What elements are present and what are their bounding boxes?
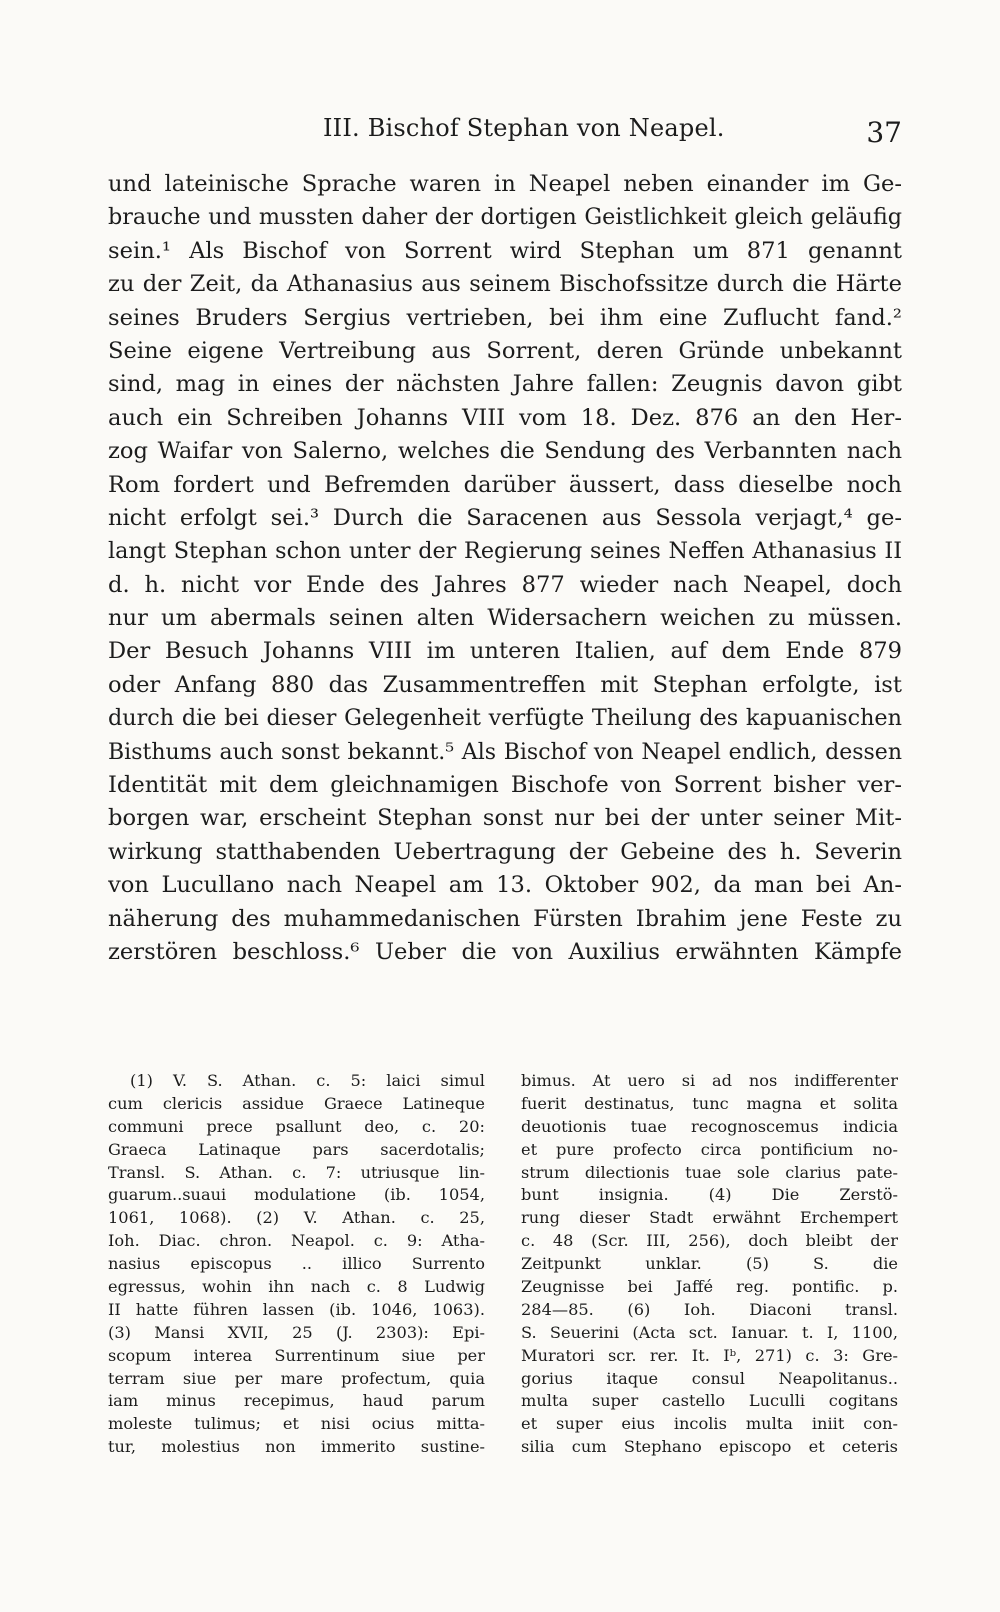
- body-line: zog Waifar von Salerno, welches die Sendung des Verbannten nach: [108, 438, 902, 465]
- footnote-line: deuotionis tuae recognoscemus indicia: [521, 1116, 898, 1136]
- body-line: näherung des muhammedanischen Fürsten Ibrahim jene Feste zu: [108, 905, 902, 932]
- footnote-line: gorius itaque consul Neapolitanus..: [521, 1368, 898, 1388]
- footnote-line: silia cum Stephano episcopo et ceteris: [521, 1437, 898, 1457]
- body-line: auch ein Schreiben Johanns VIII vom 18. Dez. 876 an den Her-: [108, 404, 902, 431]
- body-line: Der Besuch Johanns VIII im unteren Italien, auf dem Ende 879: [108, 638, 902, 665]
- footnote-line: 1061, 1068). (2) V. Athan. c. 25,: [108, 1208, 485, 1228]
- body-text: [108, 168, 902, 969]
- body-line: Identität mit dem gleichnamigen Bischofe von Sorrent bisher ver-: [108, 772, 902, 799]
- footnote-line: fuerit destinatus, tunc magna et solita: [521, 1093, 898, 1113]
- body-line: Rom fordert und Befremden darüber äussert, dass dieselbe noch: [108, 471, 902, 498]
- footnote-line: S. Seuerini (Acta sct. Ianuar. t. I, 1100,: [521, 1322, 898, 1342]
- footnote-line: guarum..suaui modulatione (ib. 1054,: [108, 1185, 485, 1205]
- body-line: nur um abermals seinen alten Widersachern weichen zu müssen.: [108, 605, 902, 632]
- footnotes-right-column: [521, 1070, 898, 1459]
- body-line: und lateinische Sprache waren in Neapel neben einander im Ge-: [108, 171, 902, 197]
- footnote-line: Zeugnisse bei Jaffé reg. pontific. p.: [521, 1277, 898, 1297]
- footnote-line: Zeitpunkt unklar. (5) S. die: [521, 1254, 898, 1274]
- footnote-line: rung dieser Stadt erwähnt Erchempert: [521, 1208, 898, 1228]
- body-line: sein.¹ Als Bischof von Sorrent wird Stephan um 871 genannt: [108, 237, 902, 264]
- body-line: Bisthums auch sonst bekannt.⁵ Als Bischof von Neapel endlich, dessen: [108, 739, 902, 765]
- footnote-line: egressus, wohin ihn nach c. 8 Ludwig: [108, 1277, 485, 1297]
- body-line: borgen war, erscheint Stephan sonst nur bei der unter seiner Mit-: [108, 805, 902, 832]
- footnote-line: communi prece psallunt deo, c. 20:: [108, 1116, 485, 1136]
- footnote-line: cum clericis assidue Graece Latineque: [108, 1093, 485, 1113]
- body-line: seines Bruders Sergius vertrieben, bei ihm eine Zuflucht fand.²: [108, 304, 902, 331]
- footnote-line: iam minus recepimus, haud parum: [108, 1391, 485, 1411]
- body-line: nicht erfolgt sei.³ Durch die Saracenen aus Sessola verjagt,⁴ ge-: [108, 504, 902, 531]
- body-line: zerstören beschloss.⁶ Ueber die von Auxilius erwähnten Kämpfe: [108, 938, 902, 965]
- body-line: langt Stephan schon unter der Regierung seines Neffen Athanasius II: [108, 538, 902, 565]
- footnote-line: et pure profecto circa pontificium no-: [521, 1139, 898, 1159]
- footnote-line: II hatte führen lassen (ib. 1046, 1063).: [108, 1299, 485, 1319]
- footnote-line: 284—85. (6) Ioh. Diaconi transl.: [521, 1299, 898, 1319]
- footnote-line: nasius episcopus .. illico Surrento: [108, 1254, 485, 1274]
- footnote-line: c. 48 (Scr. III, 256), doch bleibt der: [521, 1231, 898, 1251]
- footnote-line: moleste tulimus; et nisi ocius mitta-: [108, 1414, 485, 1434]
- body-line: brauche und mussten daher der dortigen Geistlichkeit gleich geläufig: [108, 204, 902, 231]
- footnote-line: Graeca Latinaque pars sacerdotalis;: [108, 1139, 485, 1159]
- body-line: sind, mag in eines der nächsten Jahre fallen: Zeugnis davon gibt: [108, 371, 902, 398]
- footnote-line: Muratori scr. rer. It. Iᵇ, 271) c. 3: Gre-: [521, 1345, 898, 1365]
- body-line: von Lucullano nach Neapel am 13. Oktober 902, da man bei An-: [108, 872, 902, 899]
- body-line: Seine eigene Vertreibung aus Sorrent, deren Gründe unbekannt: [108, 337, 902, 364]
- footnote-line: bunt insignia. (4) Die Zerstö-: [521, 1185, 898, 1205]
- footnotes-left-column: [108, 1070, 485, 1459]
- footnote-line: scopum interea Surrentinum siue per: [108, 1345, 485, 1365]
- footnote-line: bimus. At uero si ad nos indifferenter: [521, 1071, 898, 1090]
- running-head-title: III. Bischof Stephan von Neapel.: [323, 114, 725, 142]
- footnote-line: Transl. S. Athan. c. 7: utriusque lin-: [108, 1162, 485, 1182]
- footnote-line: multa super castello Luculli cogitans: [521, 1391, 898, 1411]
- footnote-line: (3) Mansi XVII, 25 (J. 2303): Epi-: [108, 1322, 485, 1342]
- running-head: [108, 114, 902, 154]
- footnote-line: strum dilectionis tuae sole clarius pate-: [521, 1162, 898, 1182]
- body-line: durch die bei dieser Gelegenheit verfügte Theilung des kapuanischen: [108, 705, 902, 732]
- body-line: oder Anfang 880 das Zusammentreffen mit Stephan erfolgte, ist: [108, 671, 902, 698]
- page-number: 37: [866, 116, 902, 149]
- footnote-line: Ioh. Diac. chron. Neapol. c. 9: Atha-: [108, 1231, 485, 1251]
- body-line: wirkung statthabenden Uebertragung der Gebeine des h. Severin: [108, 838, 902, 865]
- footnote-line: terram siue per mare profectum, quia: [108, 1368, 485, 1388]
- body-line: zu der Zeit, da Athanasius aus seinem Bischofssitze durch die Härte: [108, 271, 902, 298]
- footnote-line: et super eius incolis multa iniit con-: [521, 1414, 898, 1434]
- body-line: d. h. nicht vor Ende des Jahres 877 wieder nach Neapel, doch: [108, 571, 902, 598]
- footnote-line: (1) V. S. Athan. c. 5: laici simul: [130, 1071, 485, 1090]
- footnote-line: tur, molestius non immerito sustine-: [108, 1437, 485, 1457]
